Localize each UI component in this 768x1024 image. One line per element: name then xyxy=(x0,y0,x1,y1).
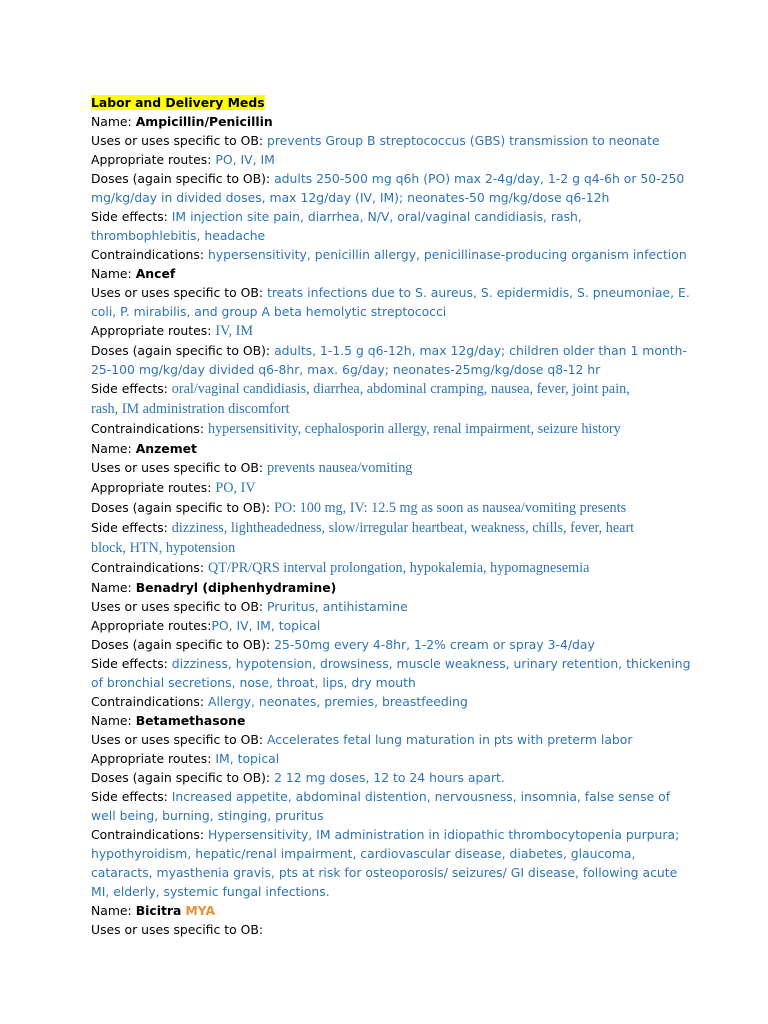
uses-line xyxy=(91,920,691,939)
continuation-line xyxy=(91,360,691,379)
doses-line xyxy=(91,498,691,518)
side-effects-line xyxy=(91,787,691,806)
routes-label: Appropriate routes: xyxy=(91,618,212,633)
field-value: IV, IM xyxy=(215,323,253,339)
document-title-line xyxy=(91,93,691,112)
side-label: Side effects: xyxy=(91,381,168,396)
field-value: PO, IV, IM, topical xyxy=(211,618,321,633)
field-value: PO: 100 mg, IV: 12.5 mg as soon as nausea/vomiting presents xyxy=(274,500,627,516)
continuation-line xyxy=(91,673,691,692)
field-value: hypersensitivity, cephalosporin allergy, renal impairment, seizure history xyxy=(207,421,621,437)
drug-name-line xyxy=(91,711,691,730)
name-label: Name: xyxy=(91,713,132,728)
field-value: PO, IV xyxy=(215,480,256,496)
annotation-tag: MYA xyxy=(185,903,216,918)
continuation-line xyxy=(91,806,691,825)
field-value: QT/PR/QRS interval prolongation, hypokalemia, hypomagnesemia xyxy=(207,560,590,576)
contra-label: Contraindications: xyxy=(91,247,205,262)
doses-label: Doses (again specific to OB): xyxy=(91,637,271,652)
doses-line xyxy=(91,635,691,654)
field-value: hypersensitivity, penicillin allergy, penicillinase-producing organism infection xyxy=(207,247,687,262)
doses-label: Doses (again specific to OB): xyxy=(91,171,271,186)
field-value: 25-100 mg/kg/day divided q6-8hr, max. 6g/day; neonates-25mg/kg/dose q8-12 hr xyxy=(91,362,601,377)
side-effects-line xyxy=(91,654,691,673)
field-value: thrombophlebitis, headache xyxy=(91,228,266,243)
routes-line xyxy=(91,150,691,169)
doses-label: Doses (again specific to OB): xyxy=(91,500,271,515)
field-value: well being, burning, stinging, pruritus xyxy=(91,808,324,823)
uses-label: Uses or uses specific to OB: xyxy=(91,922,264,937)
routes-line xyxy=(91,478,691,498)
side-effects-line xyxy=(91,518,691,538)
routes-label: Appropriate routes: xyxy=(91,152,212,167)
field-value: prevents Group B streptococcus (GBS) transmission to neonate xyxy=(267,133,660,148)
routes-line xyxy=(91,616,691,635)
doses-line xyxy=(91,169,691,188)
contra-label: Contraindications: xyxy=(91,827,205,842)
contraindications-line xyxy=(91,245,691,264)
side-label: Side effects: xyxy=(91,209,168,224)
name-label: Name: xyxy=(91,580,132,595)
uses-label: Uses or uses specific to OB: xyxy=(91,285,264,300)
drug-name: Anzemet xyxy=(135,441,197,456)
field-value: dizziness, hypotension, drowsiness, muscle weakness, urinary retention, thickening xyxy=(171,656,691,671)
continuation-line xyxy=(91,226,691,245)
continuation-line xyxy=(91,863,691,882)
name-label: Name: xyxy=(91,114,132,129)
drug-name-line xyxy=(91,439,691,458)
drug-name: Benadryl (diphenhydramine) xyxy=(135,580,337,595)
drug-name-line xyxy=(91,578,691,597)
field-value: IM, topical xyxy=(215,751,280,766)
field-value: prevents nausea/vomiting xyxy=(267,460,413,476)
continuation-line xyxy=(91,188,691,207)
doses-label: Doses (again specific to OB): xyxy=(91,770,271,785)
uses-line xyxy=(91,597,691,616)
side-label: Side effects: xyxy=(91,656,168,671)
routes-label: Appropriate routes: xyxy=(91,751,212,766)
name-label: Name: xyxy=(91,441,132,456)
uses-label: Uses or uses specific to OB: xyxy=(91,732,264,747)
routes-label: Appropriate routes: xyxy=(91,323,212,338)
doses-line xyxy=(91,341,691,360)
uses-label: Uses or uses specific to OB: xyxy=(91,460,264,475)
contra-label: Contraindications: xyxy=(91,560,205,575)
field-value: of bronchial secretions, nose, throat, lips, dry mouth xyxy=(91,675,416,690)
continuation-line xyxy=(91,882,691,901)
routes-label: Appropriate routes: xyxy=(91,480,212,495)
field-value: treats infections due to S. aureus, S. epidermidis, S. pneumoniae, E. xyxy=(267,285,690,300)
contraindications-line xyxy=(91,558,691,578)
drug-name: Betamethasone xyxy=(135,713,246,728)
contraindications-line xyxy=(91,419,691,439)
side-effects-line xyxy=(91,379,691,399)
continuation-line xyxy=(91,399,691,419)
field-value: Allergy, neonates, premies, breastfeeding xyxy=(207,694,468,709)
field-value: hypothyroidism, hepatic/renal impairment, cardiovascular disease, diabetes, glaucoma, xyxy=(91,846,636,861)
continuation-line xyxy=(91,844,691,863)
field-value: cataracts, myasthenia gravis, pts at risk for osteoporosis/ seizures/ GI disease, following acute xyxy=(91,865,678,880)
field-value: 2 12 mg doses, 12 to 24 hours apart. xyxy=(274,770,505,785)
field-value: IM injection site pain, diarrhea, N/V, oral/vaginal candidiasis, rash, xyxy=(171,209,582,224)
uses-label: Uses or uses specific to OB: xyxy=(91,599,264,614)
doses-label: Doses (again specific to OB): xyxy=(91,343,271,358)
side-label: Side effects: xyxy=(91,789,168,804)
contraindications-line xyxy=(91,692,691,711)
contra-label: Contraindications: xyxy=(91,694,205,709)
field-value: dizziness, lightheadedness, slow/irregular heartbeat, weakness, chills, fever, heart xyxy=(171,520,635,536)
name-label: Name: xyxy=(91,266,132,281)
field-value: 25-50mg every 4-8hr, 1-2% cream or spray 3-4/day xyxy=(274,637,595,652)
field-value: Increased appetite, abdominal distention, nervousness, insomnia, false sense of xyxy=(171,789,671,804)
routes-line xyxy=(91,749,691,768)
uses-line xyxy=(91,131,691,150)
field-value: Accelerates fetal lung maturation in pts with preterm labor xyxy=(267,732,633,747)
contra-label: Contraindications: xyxy=(91,421,205,436)
drug-name-line xyxy=(91,112,691,131)
side-effects-line xyxy=(91,207,691,226)
uses-line xyxy=(91,730,691,749)
continuation-line xyxy=(91,538,691,558)
drug-name: Ampicillin/Penicillin xyxy=(135,114,273,129)
uses-line xyxy=(91,458,691,478)
field-value: mg/kg/day in divided doses, max 12g/day (IV, IM); neonates-50 mg/kg/dose q6-12h xyxy=(91,190,610,205)
drug-name-line xyxy=(91,901,691,920)
uses-label: Uses or uses specific to OB: xyxy=(91,133,264,148)
drug-name: Bicitra xyxy=(135,903,182,918)
document-body xyxy=(91,93,691,939)
field-value: adults 250-500 mg q6h (PO) max 2-4g/day, 1-2 g q4-6h or 50-250 xyxy=(274,171,685,186)
contraindications-line xyxy=(91,825,691,844)
routes-line xyxy=(91,321,691,341)
field-value: oral/vaginal candidiasis, diarrhea, abdominal cramping, nausea, fever, joint pain, xyxy=(171,381,630,397)
field-value: rash, IM administration discomfort xyxy=(91,401,290,417)
field-value: Pruritus, antihistamine xyxy=(267,599,408,614)
uses-line xyxy=(91,283,691,302)
continuation-line xyxy=(91,302,691,321)
drug-name-line xyxy=(91,264,691,283)
name-label: Name: xyxy=(91,903,132,918)
drug-name: Ancef xyxy=(135,266,176,281)
side-label: Side effects: xyxy=(91,520,168,535)
field-value: PO, IV, IM xyxy=(215,152,275,167)
field-value: adults, 1-1.5 g q6-12h, max 12g/day; children older than 1 month- xyxy=(274,343,687,358)
field-value: coli, P. mirabilis, and group A beta hemolytic streptococci xyxy=(91,304,447,319)
field-value: block, HTN, hypotension xyxy=(91,540,236,556)
doses-line xyxy=(91,768,691,787)
field-value: Hypersensitivity, IM administration in idiopathic thrombocytopenia purpura; xyxy=(207,827,680,842)
field-value: MI, elderly, systemic fungal infections. xyxy=(91,884,330,899)
document-title: Labor and Delivery Meds xyxy=(91,95,265,110)
